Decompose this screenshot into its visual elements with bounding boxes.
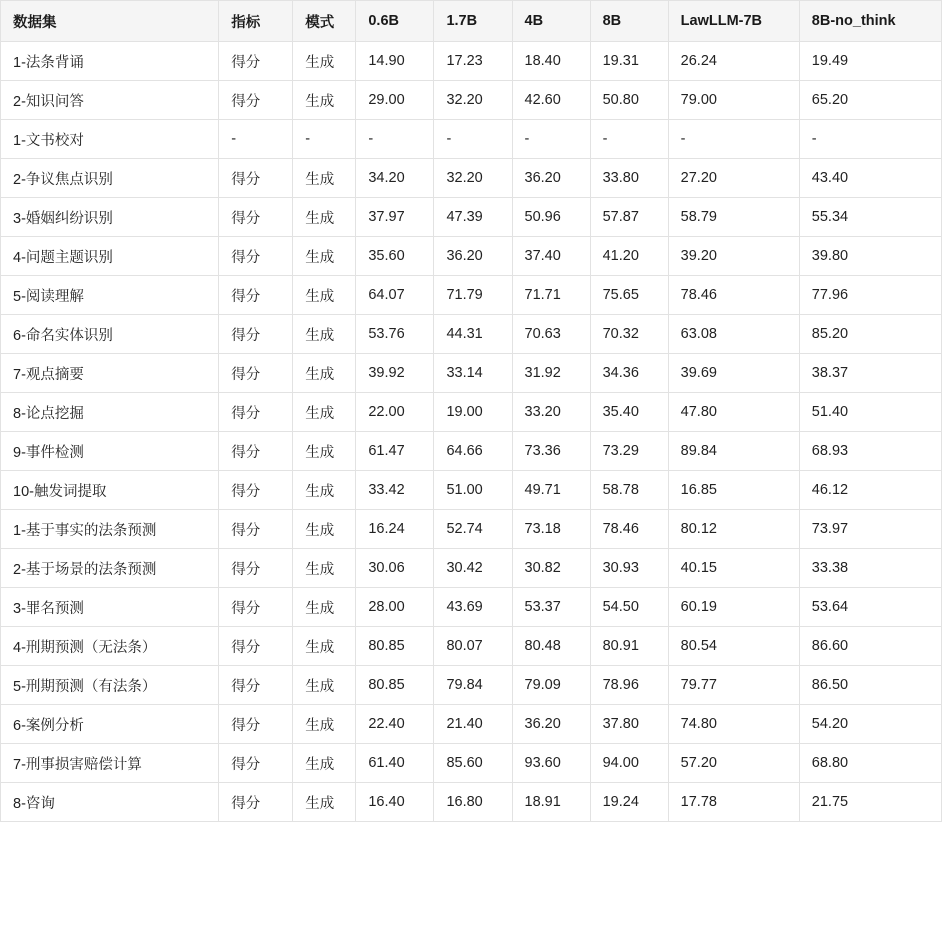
- cell-value: 89.84: [668, 432, 799, 471]
- table-row: [1, 276, 942, 315]
- cell-value: 61.40: [356, 744, 434, 783]
- cell-value: 16.85: [668, 471, 799, 510]
- cell-dataset-name: 3-罪名预测: [1, 588, 219, 627]
- cell-value: 57.87: [590, 198, 668, 237]
- cell-value: 17.23: [434, 42, 512, 81]
- cell-dataset-name: 1-法条背诵: [1, 42, 219, 81]
- cell-value: -: [590, 120, 668, 159]
- cell-value: 51.00: [434, 471, 512, 510]
- cell-dataset-name: 6-命名实体识别: [1, 315, 219, 354]
- cell-value: 33.20: [512, 393, 590, 432]
- cell-value: -: [668, 120, 799, 159]
- cell-value: 36.20: [434, 237, 512, 276]
- cell-value: 生成: [293, 666, 356, 705]
- cell-value: 得分: [219, 81, 293, 120]
- cell-dataset-name: 2-基于场景的法条预测: [1, 549, 219, 588]
- cell-value: 31.92: [512, 354, 590, 393]
- cell-value: 75.65: [590, 276, 668, 315]
- cell-value: 73.18: [512, 510, 590, 549]
- cell-value: 93.60: [512, 744, 590, 783]
- cell-value: 30.82: [512, 549, 590, 588]
- table-body: [1, 42, 942, 822]
- table-row: [1, 705, 942, 744]
- cell-value: 生成: [293, 81, 356, 120]
- cell-value: 生成: [293, 705, 356, 744]
- table-row: [1, 627, 942, 666]
- table-header: [1, 1, 942, 42]
- cell-value: 生成: [293, 237, 356, 276]
- cell-value: 22.40: [356, 705, 434, 744]
- column-header-4b: 4B: [512, 1, 590, 42]
- cell-value: 54.20: [799, 705, 941, 744]
- cell-value: 36.20: [512, 159, 590, 198]
- table-row: [1, 393, 942, 432]
- cell-value: 80.48: [512, 627, 590, 666]
- cell-value: 生成: [293, 42, 356, 81]
- table-row: [1, 198, 942, 237]
- cell-value: 生成: [293, 159, 356, 198]
- cell-value: 得分: [219, 783, 293, 822]
- cell-value: 68.93: [799, 432, 941, 471]
- table-row: [1, 783, 942, 822]
- column-header-8b: 8B: [590, 1, 668, 42]
- cell-dataset-name: 2-争议焦点识别: [1, 159, 219, 198]
- cell-value: 22.00: [356, 393, 434, 432]
- cell-value: -: [434, 120, 512, 159]
- cell-dataset-name: 4-问题主题识别: [1, 237, 219, 276]
- cell-value: 43.69: [434, 588, 512, 627]
- cell-value: 得分: [219, 510, 293, 549]
- cell-value: 63.08: [668, 315, 799, 354]
- cell-value: 生成: [293, 549, 356, 588]
- cell-value: 70.63: [512, 315, 590, 354]
- cell-dataset-name: 6-案例分析: [1, 705, 219, 744]
- cell-value: 73.36: [512, 432, 590, 471]
- cell-value: 19.00: [434, 393, 512, 432]
- cell-value: 生成: [293, 510, 356, 549]
- table-row: [1, 315, 942, 354]
- cell-value: 50.96: [512, 198, 590, 237]
- cell-value: 46.12: [799, 471, 941, 510]
- cell-value: 34.36: [590, 354, 668, 393]
- cell-value: 58.78: [590, 471, 668, 510]
- table-row: [1, 549, 942, 588]
- table-row: [1, 510, 942, 549]
- column-header-8b-no-think: 8B-no_think: [799, 1, 941, 42]
- cell-value: 71.79: [434, 276, 512, 315]
- column-header-metric: 指标: [219, 1, 293, 42]
- table-row: [1, 237, 942, 276]
- cell-value: 生成: [293, 198, 356, 237]
- cell-value: 73.97: [799, 510, 941, 549]
- cell-dataset-name: 8-论点挖掘: [1, 393, 219, 432]
- cell-value: 18.91: [512, 783, 590, 822]
- cell-value: 41.20: [590, 237, 668, 276]
- cell-value: 生成: [293, 354, 356, 393]
- cell-value: 86.60: [799, 627, 941, 666]
- cell-value: 79.77: [668, 666, 799, 705]
- cell-value: 77.96: [799, 276, 941, 315]
- cell-value: 70.32: [590, 315, 668, 354]
- cell-value: 35.60: [356, 237, 434, 276]
- cell-dataset-name: 5-刑期预测（有法条）: [1, 666, 219, 705]
- cell-value: 53.64: [799, 588, 941, 627]
- cell-value: 28.00: [356, 588, 434, 627]
- cell-value: 得分: [219, 744, 293, 783]
- column-header-mode: 模式: [293, 1, 356, 42]
- cell-value: 50.80: [590, 81, 668, 120]
- cell-value: 19.31: [590, 42, 668, 81]
- cell-value: 78.46: [590, 510, 668, 549]
- cell-value: 85.60: [434, 744, 512, 783]
- cell-value: 39.80: [799, 237, 941, 276]
- cell-value: 生成: [293, 783, 356, 822]
- cell-value: 64.66: [434, 432, 512, 471]
- cell-dataset-name: 7-观点摘要: [1, 354, 219, 393]
- cell-value: 80.91: [590, 627, 668, 666]
- cell-value: -: [356, 120, 434, 159]
- cell-dataset-name: 4-刑期预测（无法条）: [1, 627, 219, 666]
- cell-dataset-name: 1-基于事实的法条预测: [1, 510, 219, 549]
- cell-value: 55.34: [799, 198, 941, 237]
- cell-value: 74.80: [668, 705, 799, 744]
- cell-value: 32.20: [434, 81, 512, 120]
- cell-value: 80.85: [356, 666, 434, 705]
- cell-value: -: [293, 120, 356, 159]
- cell-value: 33.80: [590, 159, 668, 198]
- table-row: [1, 471, 942, 510]
- cell-value: 得分: [219, 588, 293, 627]
- cell-value: 44.31: [434, 315, 512, 354]
- column-header-lawllm-7b: LawLLM-7B: [668, 1, 799, 42]
- cell-dataset-name: 5-阅读理解: [1, 276, 219, 315]
- cell-value: 得分: [219, 42, 293, 81]
- cell-value: 86.50: [799, 666, 941, 705]
- cell-value: 33.14: [434, 354, 512, 393]
- cell-value: 16.24: [356, 510, 434, 549]
- cell-value: 21.75: [799, 783, 941, 822]
- cell-value: 33.38: [799, 549, 941, 588]
- cell-value: 79.84: [434, 666, 512, 705]
- table-row: [1, 588, 942, 627]
- cell-value: 94.00: [590, 744, 668, 783]
- cell-value: 39.92: [356, 354, 434, 393]
- cell-value: 51.40: [799, 393, 941, 432]
- cell-value: 80.12: [668, 510, 799, 549]
- cell-value: 得分: [219, 705, 293, 744]
- cell-dataset-name: 10-触发词提取: [1, 471, 219, 510]
- cell-value: 40.15: [668, 549, 799, 588]
- cell-value: 52.74: [434, 510, 512, 549]
- cell-dataset-name: 9-事件检测: [1, 432, 219, 471]
- cell-value: 47.39: [434, 198, 512, 237]
- cell-value: 生成: [293, 315, 356, 354]
- column-header-0-6b: 0.6B: [356, 1, 434, 42]
- cell-value: 生成: [293, 276, 356, 315]
- cell-value: 57.20: [668, 744, 799, 783]
- cell-value: 39.20: [668, 237, 799, 276]
- cell-dataset-name: 3-婚姻纠纷识别: [1, 198, 219, 237]
- cell-value: 得分: [219, 471, 293, 510]
- cell-value: 64.07: [356, 276, 434, 315]
- cell-value: 80.07: [434, 627, 512, 666]
- cell-value: 73.29: [590, 432, 668, 471]
- table-row: [1, 120, 942, 159]
- cell-value: 85.20: [799, 315, 941, 354]
- cell-value: 39.69: [668, 354, 799, 393]
- cell-dataset-name: 8-咨询: [1, 783, 219, 822]
- cell-value: 37.97: [356, 198, 434, 237]
- cell-value: 21.40: [434, 705, 512, 744]
- cell-value: 54.50: [590, 588, 668, 627]
- cell-value: 得分: [219, 666, 293, 705]
- cell-value: 33.42: [356, 471, 434, 510]
- cell-value: 30.93: [590, 549, 668, 588]
- cell-value: 37.40: [512, 237, 590, 276]
- cell-value: 生成: [293, 627, 356, 666]
- cell-value: 29.00: [356, 81, 434, 120]
- cell-value: 17.78: [668, 783, 799, 822]
- cell-value: 80.85: [356, 627, 434, 666]
- cell-value: 得分: [219, 549, 293, 588]
- cell-value: 27.20: [668, 159, 799, 198]
- cell-value: 16.80: [434, 783, 512, 822]
- table-row: [1, 354, 942, 393]
- header-row: [1, 1, 942, 42]
- cell-value: 68.80: [799, 744, 941, 783]
- cell-value: 38.37: [799, 354, 941, 393]
- cell-value: 19.49: [799, 42, 941, 81]
- table-row: [1, 42, 942, 81]
- cell-value: 26.24: [668, 42, 799, 81]
- cell-value: 30.06: [356, 549, 434, 588]
- cell-value: 18.40: [512, 42, 590, 81]
- cell-value: 30.42: [434, 549, 512, 588]
- cell-value: 47.80: [668, 393, 799, 432]
- table-row: [1, 666, 942, 705]
- cell-value: 得分: [219, 627, 293, 666]
- cell-value: 42.60: [512, 81, 590, 120]
- table-row: [1, 744, 942, 783]
- cell-dataset-name: 2-知识问答: [1, 81, 219, 120]
- cell-value: 36.20: [512, 705, 590, 744]
- column-header-dataset: 数据集: [1, 1, 219, 42]
- cell-value: 53.76: [356, 315, 434, 354]
- cell-value: 得分: [219, 276, 293, 315]
- cell-value: 生成: [293, 471, 356, 510]
- cell-value: 生成: [293, 588, 356, 627]
- cell-value: 得分: [219, 237, 293, 276]
- cell-value: 35.40: [590, 393, 668, 432]
- cell-value: 65.20: [799, 81, 941, 120]
- cell-value: 71.71: [512, 276, 590, 315]
- cell-value: 34.20: [356, 159, 434, 198]
- cell-dataset-name: 1-文书校对: [1, 120, 219, 159]
- cell-value: 78.96: [590, 666, 668, 705]
- cell-value: 生成: [293, 393, 356, 432]
- cell-value: 得分: [219, 354, 293, 393]
- cell-value: 78.46: [668, 276, 799, 315]
- cell-value: 得分: [219, 315, 293, 354]
- cell-value: 16.40: [356, 783, 434, 822]
- cell-value: 43.40: [799, 159, 941, 198]
- cell-value: 53.37: [512, 588, 590, 627]
- cell-value: 80.54: [668, 627, 799, 666]
- cell-dataset-name: 7-刑事损害赔偿计算: [1, 744, 219, 783]
- table-row: [1, 159, 942, 198]
- cell-value: 61.47: [356, 432, 434, 471]
- cell-value: 得分: [219, 393, 293, 432]
- cell-value: 得分: [219, 159, 293, 198]
- cell-value: 14.90: [356, 42, 434, 81]
- cell-value: -: [219, 120, 293, 159]
- cell-value: 得分: [219, 432, 293, 471]
- cell-value: 60.19: [668, 588, 799, 627]
- table-row: [1, 432, 942, 471]
- cell-value: 生成: [293, 744, 356, 783]
- cell-value: 得分: [219, 198, 293, 237]
- cell-value: 32.20: [434, 159, 512, 198]
- column-header-1-7b: 1.7B: [434, 1, 512, 42]
- cell-value: 生成: [293, 432, 356, 471]
- table-row: [1, 81, 942, 120]
- cell-value: 19.24: [590, 783, 668, 822]
- cell-value: -: [512, 120, 590, 159]
- cell-value: 49.71: [512, 471, 590, 510]
- cell-value: 79.00: [668, 81, 799, 120]
- cell-value: 37.80: [590, 705, 668, 744]
- cell-value: -: [799, 120, 941, 159]
- cell-value: 58.79: [668, 198, 799, 237]
- cell-value: 79.09: [512, 666, 590, 705]
